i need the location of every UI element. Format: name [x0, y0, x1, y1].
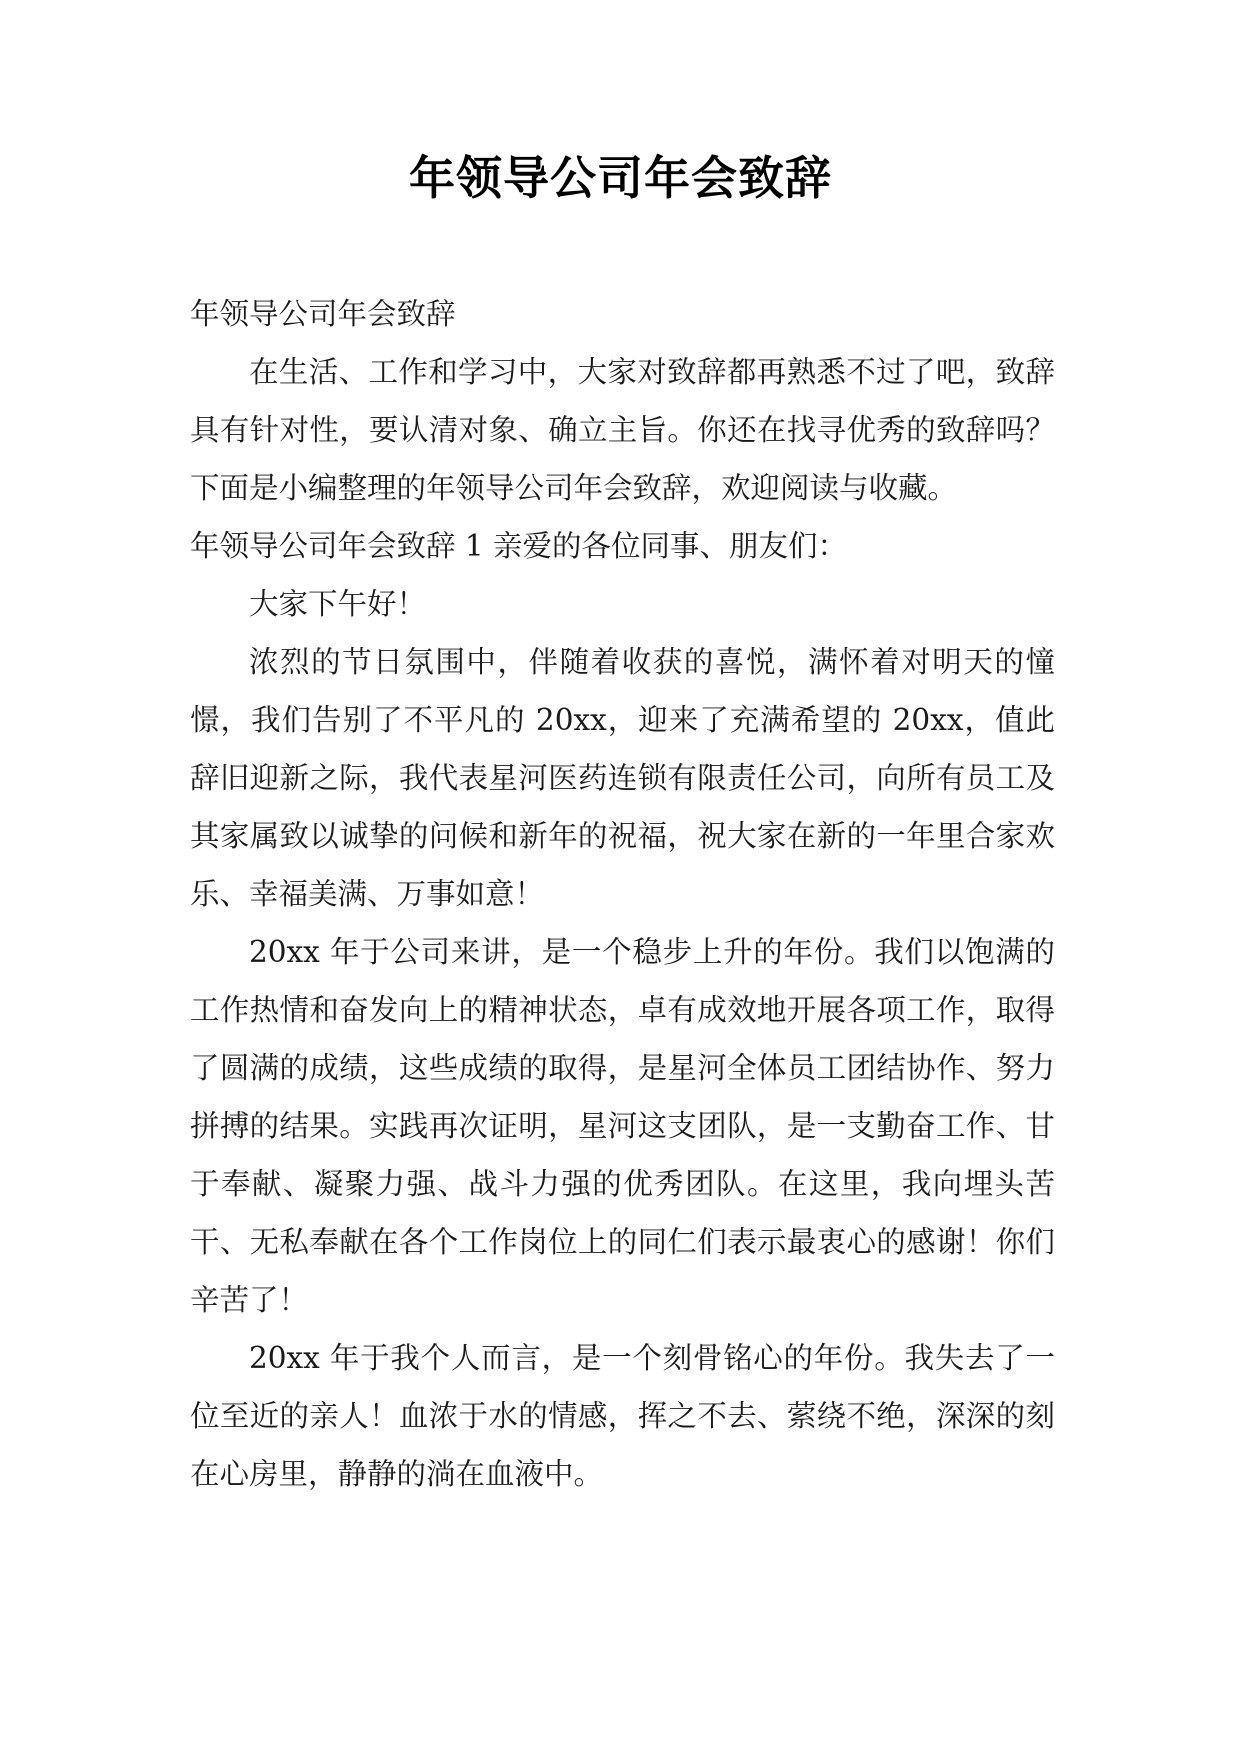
paragraph-company-year: 20xx 年于公司来讲，是一个稳步上升的年份。我们以饱满的工作热情和奋发向上的精神状态，卓有成效地开展各项工作，取得了圆满的成绩，这些成绩的取得，是星河全体员工团结协作、努力拼搏的结果。实践再次证明，星河这支团队，是一支勤奋工作、甘于奉献、凝聚力强、战斗力强的优秀团队。在这里，我向埋头苦干、无私奉献在各个工作岗位上的同仁们表示最衷心的感谢！你们辛苦了！ [190, 935, 1055, 1317]
document-title: 年领导公司年会致辞 [409, 151, 832, 205]
paragraph-heading: 年领导公司年会致辞 [190, 297, 456, 331]
paragraph-personal-year: 20xx 年于我个人而言，是一个刻骨铭心的年份。我失去了一位至近的亲人！血浓于水的情感，挥之不去、萦绕不绝，深深的刻在心房里，静静的淌在血液中。 [190, 1341, 1055, 1491]
paragraph-speech-title: 年领导公司年会致辞 1 亲爱的各位同事、朋友们： [190, 529, 848, 563]
paragraph-intro: 在生活、工作和学习中，大家对致辞都再熟悉不过了吧，致辞具有针对性，要认清对象、确立主旨。你还在找寻优秀的致辞吗？下面是小编整理的年领导公司年会致辞，欢迎阅读与收藏。 [190, 355, 1055, 505]
paragraph-greeting: 大家下午好！ [249, 587, 427, 621]
document-body [190, 285, 1055, 1503]
paragraph-new-year: 浓烈的节日氛围中，伴随着收获的喜悦，满怀着对明天的憧憬，我们告别了不平凡的 20xx，迎来了充满希望的 20xx，值此辞旧迎新之际，我代表星河医药连锁有限责任公司，向所有员工及其家属致以诚挚的问候和新年的祝福，祝大家在新的一年里合家欢乐、幸福美满、万事如意！ [190, 645, 1055, 911]
